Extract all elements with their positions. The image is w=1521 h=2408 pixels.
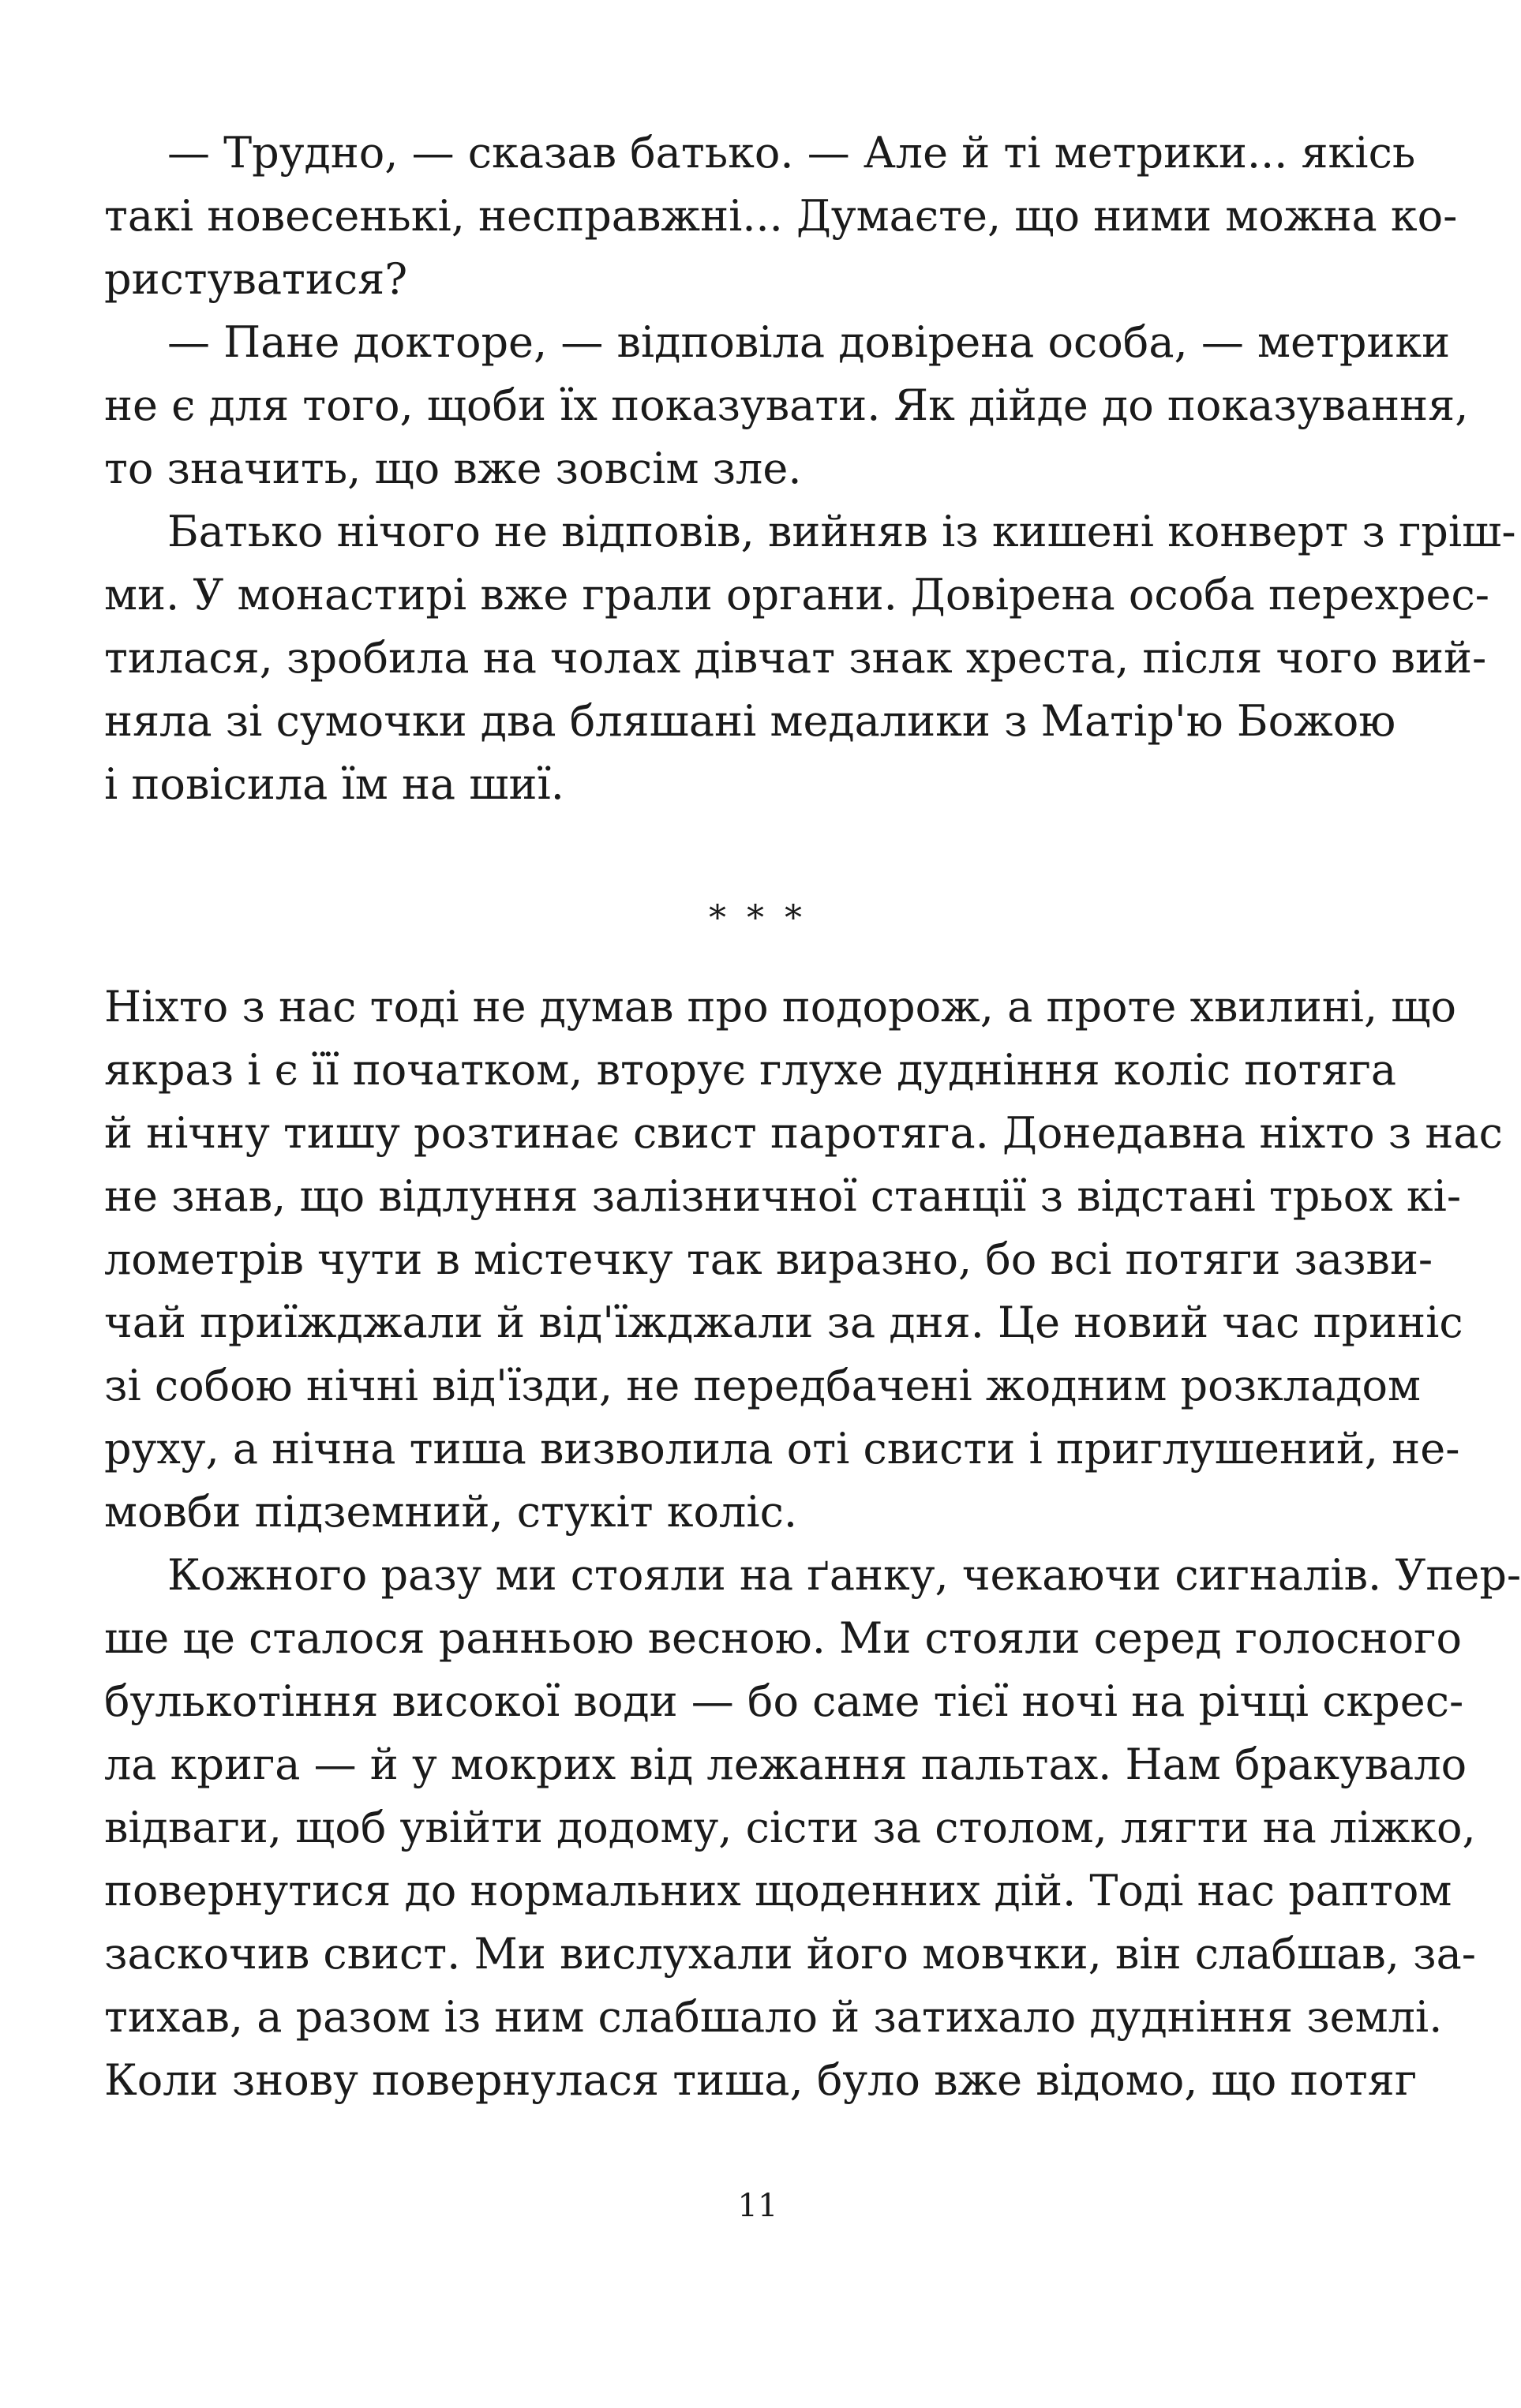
- section-separator: * * *: [709, 898, 807, 938]
- paragraph-line: якраз і є її початком, вторує глухе дудніння коліс потяга: [104, 1045, 1397, 1095]
- paragraph-line: чай приїжджали й від'їжджали за дня. Це новий час приніс: [104, 1298, 1463, 1347]
- paragraph-line: повернутися до нормальних щоденних дій. Тоді нас раптом: [104, 1866, 1452, 1916]
- paragraph-line: мовби підземний, стукіт коліс.: [104, 1487, 798, 1537]
- paragraph-line: Кожного разу ми стояли на ґанку, чекаючи сигналів. Упер-: [167, 1550, 1521, 1600]
- paragraph-line: ристуватися?: [104, 254, 408, 304]
- paragraph-line: ла крига — й у мокрих від лежання пальтах. Нам бракувало: [104, 1740, 1467, 1789]
- paragraph-line: лометрів чути в містечку так виразно, бо всі потяги зазви-: [104, 1234, 1433, 1284]
- paragraph-line: ми. У монастирі вже грали органи. Довірена особа перехрес-: [104, 570, 1489, 620]
- paragraph-line: не є для того, щоби їх показувати. Як дійде до показування,: [104, 380, 1469, 430]
- paragraph-line: заскочив свист. Ми вислухали його мовчки, він слабшав, за-: [104, 1929, 1477, 1979]
- paragraph-line: тихав, а разом із ним слабшало й затихало дудніння землі.: [104, 1992, 1443, 2042]
- paragraph-line: — Пане докторе, — відповіла довірена особа, — метрики: [167, 317, 1451, 367]
- paragraph-line: тилася, зробила на чолах дівчат знак хреста, після чого вий-: [104, 633, 1487, 683]
- paragraph-line: відваги, щоб увійти додому, сісти за столом, лягти на ліжко,: [104, 1803, 1476, 1852]
- paragraph-line: Коли знову повернулася тиша, було вже відомо, що потяг: [104, 2055, 1418, 2105]
- page-number: 11: [737, 2188, 778, 2224]
- paragraph-line: то значить, що вже зовсім зле.: [104, 444, 802, 493]
- paragraph-line: такі новесенькі, несправжні... Думаєте, що ними можна ко-: [104, 191, 1458, 241]
- paragraph-line: руху, а нічна тиша визволила оті свисти і приглушений, не-: [104, 1424, 1460, 1474]
- paragraph-line: і повісила їм на шиї.: [104, 759, 564, 809]
- paragraph-line: зі собою нічні від'їзди, не передбачені жодним розкладом: [104, 1361, 1422, 1410]
- paragraph-line: й нічну тишу розтинає свист паротяга. Донедавна ніхто з нас: [104, 1108, 1503, 1158]
- paragraph-line: — Трудно, — сказав батько. — Але й ті метрики... якісь: [167, 128, 1416, 178]
- paragraph-line: Ніхто з нас тоді не думав про подорож, а проте хвилині, що: [104, 982, 1456, 1032]
- paragraph-line: ше це сталося ранньою весною. Ми стояли серед голосного: [104, 1613, 1462, 1663]
- paragraph-line: Батько нічого не відповів, вийняв із кишені конверт з гріш-: [167, 507, 1516, 556]
- paragraph-line: булькотіння високої води — бо саме тієї ночі на річці скрес-: [104, 1676, 1464, 1726]
- text-block-top: [104, 122, 1516, 816]
- paragraph-line: няла зі сумочки два бляшані медалики з Матір'ю Божою: [104, 696, 1396, 746]
- paragraph-line: не знав, що відлуння залізничної станції з відстані трьох кі-: [104, 1171, 1462, 1221]
- text-block-bottom: [104, 976, 1521, 2112]
